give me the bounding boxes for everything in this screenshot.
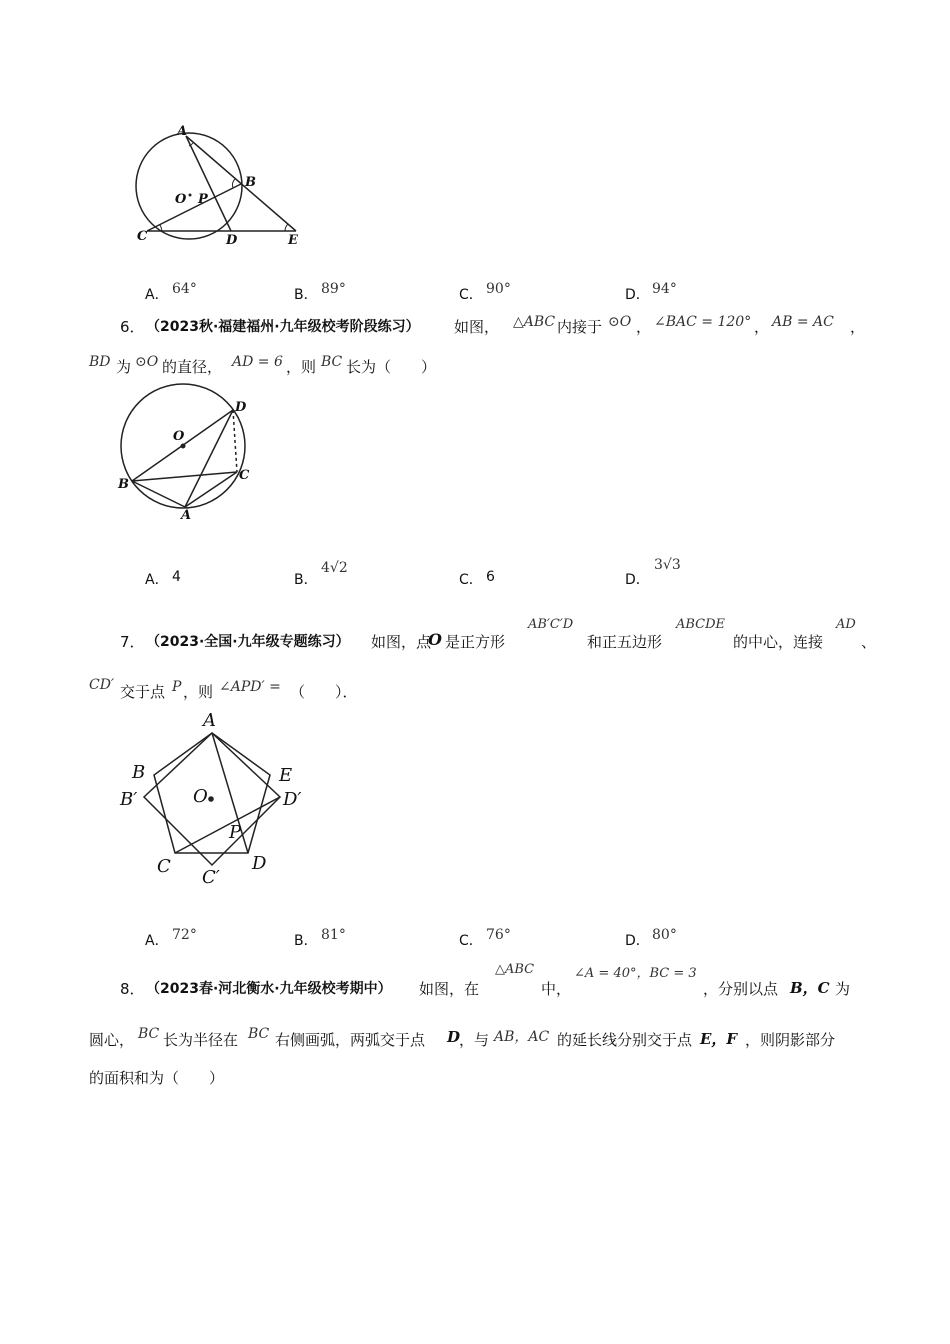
- stem-math: BC: [138, 1026, 160, 1042]
- option-letter: D．: [625, 287, 650, 303]
- stem-text: ，则: [286, 358, 317, 376]
- q5-label-B: B: [245, 175, 256, 190]
- stem-text: ，则阴影部分: [745, 1031, 836, 1049]
- stem-text: 如图，: [454, 318, 500, 336]
- stem-text: 和正五边形: [587, 633, 663, 651]
- q5-label-P: P: [198, 192, 208, 207]
- option-value: 81°: [321, 927, 346, 943]
- stem-math: AB，AC: [494, 1029, 550, 1045]
- stem-math: ∠APD′ =: [219, 679, 281, 695]
- stem-text: 长为半径在: [163, 1031, 239, 1049]
- stem-text: ，与: [459, 1031, 490, 1049]
- option-value: 64°: [172, 281, 197, 297]
- q7-label-B: B: [132, 762, 146, 783]
- question-source: （2023秋·福建福州·九年级校考阶段练习）: [146, 319, 420, 335]
- stem-text: 圆心，: [89, 1031, 135, 1049]
- stem-math: AB′C′D: [528, 617, 574, 632]
- q5-label-D: D: [226, 233, 238, 248]
- q7-label-C: C: [157, 856, 171, 877]
- option-letter: A．: [145, 287, 169, 303]
- q7-label-A: A: [203, 710, 216, 731]
- stem-math: CD′: [89, 677, 115, 693]
- option-letter: C．: [459, 933, 483, 949]
- stem-text: 是正方形: [445, 633, 506, 651]
- option-letter: B．: [294, 572, 318, 588]
- q7-label-Bp: B′: [120, 789, 138, 810]
- q7-label-Dp: D′: [283, 789, 302, 810]
- stem-text: 交于点: [120, 683, 166, 701]
- option-letter: A．: [145, 572, 169, 588]
- q6-label-B: B: [118, 477, 129, 492]
- stem-text: ，则: [183, 683, 214, 701]
- option-letter: B．: [294, 287, 318, 303]
- stem-text: 、: [861, 633, 877, 651]
- stem-text: （ ）．: [290, 683, 358, 701]
- stem-text: ，: [636, 318, 652, 336]
- question-source: （2023·全国·九年级专题练习）: [146, 634, 350, 650]
- stem-math: BC: [248, 1026, 270, 1042]
- stem-math: E，F: [700, 1030, 738, 1048]
- stem-math: B，C: [790, 979, 830, 997]
- stem-text: 如图，点: [371, 633, 432, 651]
- stem-math: D: [447, 1028, 461, 1046]
- q7-seg-CDp: [175, 797, 280, 853]
- question-number: 7．: [120, 633, 145, 651]
- option-value: 4: [172, 569, 181, 585]
- q6-label-A: A: [181, 508, 192, 523]
- stem-math: △ABC: [513, 314, 556, 330]
- stem-text: 内接于: [557, 318, 603, 336]
- option-letter: D．: [625, 572, 650, 588]
- stem-math: AD = 6: [232, 354, 283, 370]
- q5-label-C: C: [137, 229, 148, 244]
- q6-label-O: O: [173, 429, 185, 444]
- option-value: 6: [486, 569, 495, 585]
- question-source: （2023春·河北衡水·九年级校考期中）: [146, 981, 392, 997]
- option-letter: C．: [459, 572, 483, 588]
- q7-label-D: D: [252, 853, 267, 874]
- stem-math: △ABC: [495, 962, 535, 977]
- stem-math: O: [428, 630, 442, 649]
- q5-label-E: E: [288, 233, 298, 248]
- option-value: 72°: [172, 927, 197, 943]
- q6-label-D: D: [235, 400, 247, 415]
- stem-text: 长为（ ）: [346, 358, 437, 376]
- stem-math: ⊙O: [135, 354, 159, 370]
- stem-text: 如图，在: [419, 980, 480, 998]
- stem-math: ∠BAC = 120°: [654, 314, 752, 330]
- option-letter: A．: [145, 933, 169, 949]
- stem-text: 的面积和为（ ）: [89, 1069, 225, 1087]
- option-value: 89°: [321, 281, 346, 297]
- q5-label-O: O: [175, 192, 187, 207]
- option-value: 94°: [652, 281, 677, 297]
- stem-math: ⊙O: [608, 314, 632, 330]
- stem-text: 为: [835, 980, 851, 998]
- q7-label-Cp: C′: [202, 867, 220, 888]
- stem-math: BC: [321, 354, 343, 370]
- stem-text: 右侧画弧，两弧交于点: [275, 1031, 426, 1049]
- q7-pentagon: [154, 733, 270, 853]
- stem-text: ，: [754, 318, 770, 336]
- stem-math: ∠A = 40°，BC = 3: [574, 966, 697, 981]
- option-value: 3√3: [654, 557, 681, 573]
- stem-text: 中，: [541, 980, 572, 998]
- question-number: 6．: [120, 318, 145, 336]
- stem-math: ABCDE: [676, 617, 726, 632]
- stem-math: AB = AC: [772, 314, 834, 330]
- option-value: 76°: [486, 927, 511, 943]
- q7-point-O: [208, 796, 214, 802]
- stem-math: AD: [836, 617, 856, 632]
- option-value: 80°: [652, 927, 677, 943]
- stem-math: BD: [89, 354, 111, 370]
- q6-label-C: C: [239, 468, 250, 483]
- option-letter: D．: [625, 933, 650, 949]
- q7-label-O: O: [193, 786, 208, 807]
- q7-label-P: P: [229, 822, 242, 843]
- question-number: 8．: [120, 980, 145, 998]
- q7-label-E: E: [279, 765, 293, 786]
- stem-text: 的延长线分别交于点: [557, 1031, 693, 1049]
- option-value: 4√2: [321, 560, 348, 576]
- stem-text: ，分别以点: [703, 980, 779, 998]
- stem-math: P: [172, 679, 182, 695]
- q5-label-A: A: [177, 124, 188, 139]
- stem-text: 的中心，连接: [733, 633, 824, 651]
- option-letter: C．: [459, 287, 483, 303]
- stem-text: ，: [850, 318, 866, 336]
- stem-text: 的直径，: [162, 358, 223, 376]
- option-value: 90°: [486, 281, 511, 297]
- stem-text: 为: [116, 358, 132, 376]
- option-letter: B．: [294, 933, 318, 949]
